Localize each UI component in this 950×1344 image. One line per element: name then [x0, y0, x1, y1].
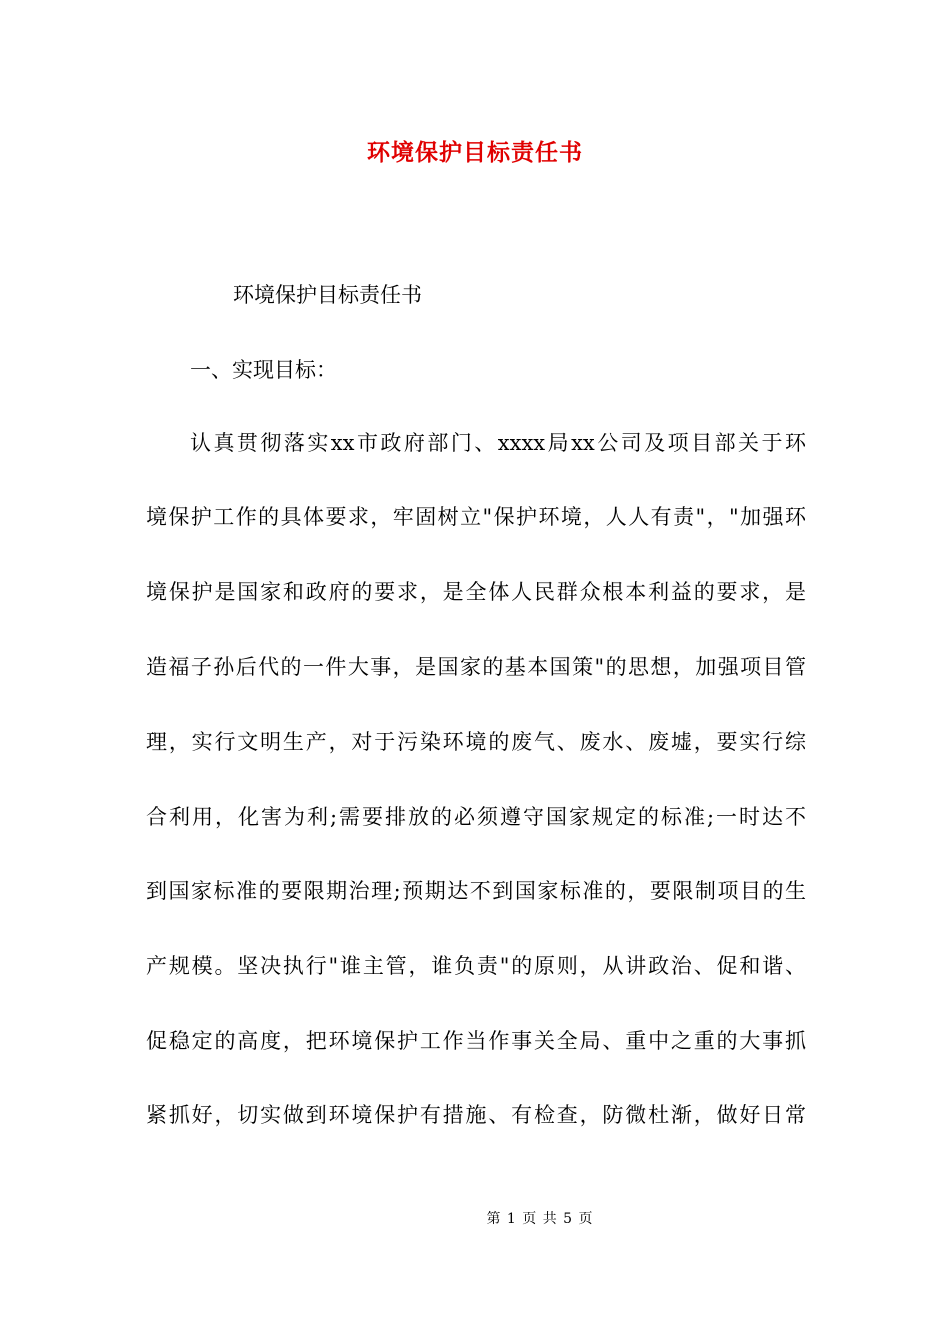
paragraph-line: 境保护工作的具体要求，牢固树立"保护环境，人人有责"，"加强环 — [146, 505, 806, 529]
document-subtitle: 环境保护目标责任书 — [233, 283, 422, 307]
paragraph-line: 产规模。坚决执行"谁主管，谁负责"的原则，从讲政治、促和谐、 — [146, 954, 806, 978]
document-title: 环境保护目标责任书 — [367, 139, 583, 166]
page-number-footer: 第 1 页 共 5 页 — [486, 1211, 594, 1227]
paragraph-line: 理，实行文明生产，对于污染环境的废气、废水、废墟，要实行综 — [146, 730, 806, 754]
paragraph-line: 促稳定的高度，把环境保护工作当作事关全局、重中之重的大事抓 — [146, 1029, 806, 1053]
section-heading: 一、实现目标： — [190, 358, 337, 382]
paragraph-line: 境保护是国家和政府的要求，是全体人民群众根本利益的要求，是 — [146, 580, 806, 604]
paragraph-line: 造福子孙后代的一件大事，是国家的基本国策"的思想，加强项目管 — [146, 655, 806, 679]
paragraph-line: 合利用，化害为利;需要排放的必须遵守国家规定的标准;一时达不 — [146, 805, 806, 829]
paragraph-line: 到国家标准的要限期治理;预期达不到国家标准的，要限制项目的生 — [146, 879, 806, 903]
paragraph-line: 紧抓好，切实做到环境保护有措施、有检查，防微杜渐，做好日常 — [146, 1103, 806, 1127]
paragraph-line: 认真贯彻落实xx市政府部门、xxxx局xx公司及项目部关于环 — [190, 431, 806, 455]
